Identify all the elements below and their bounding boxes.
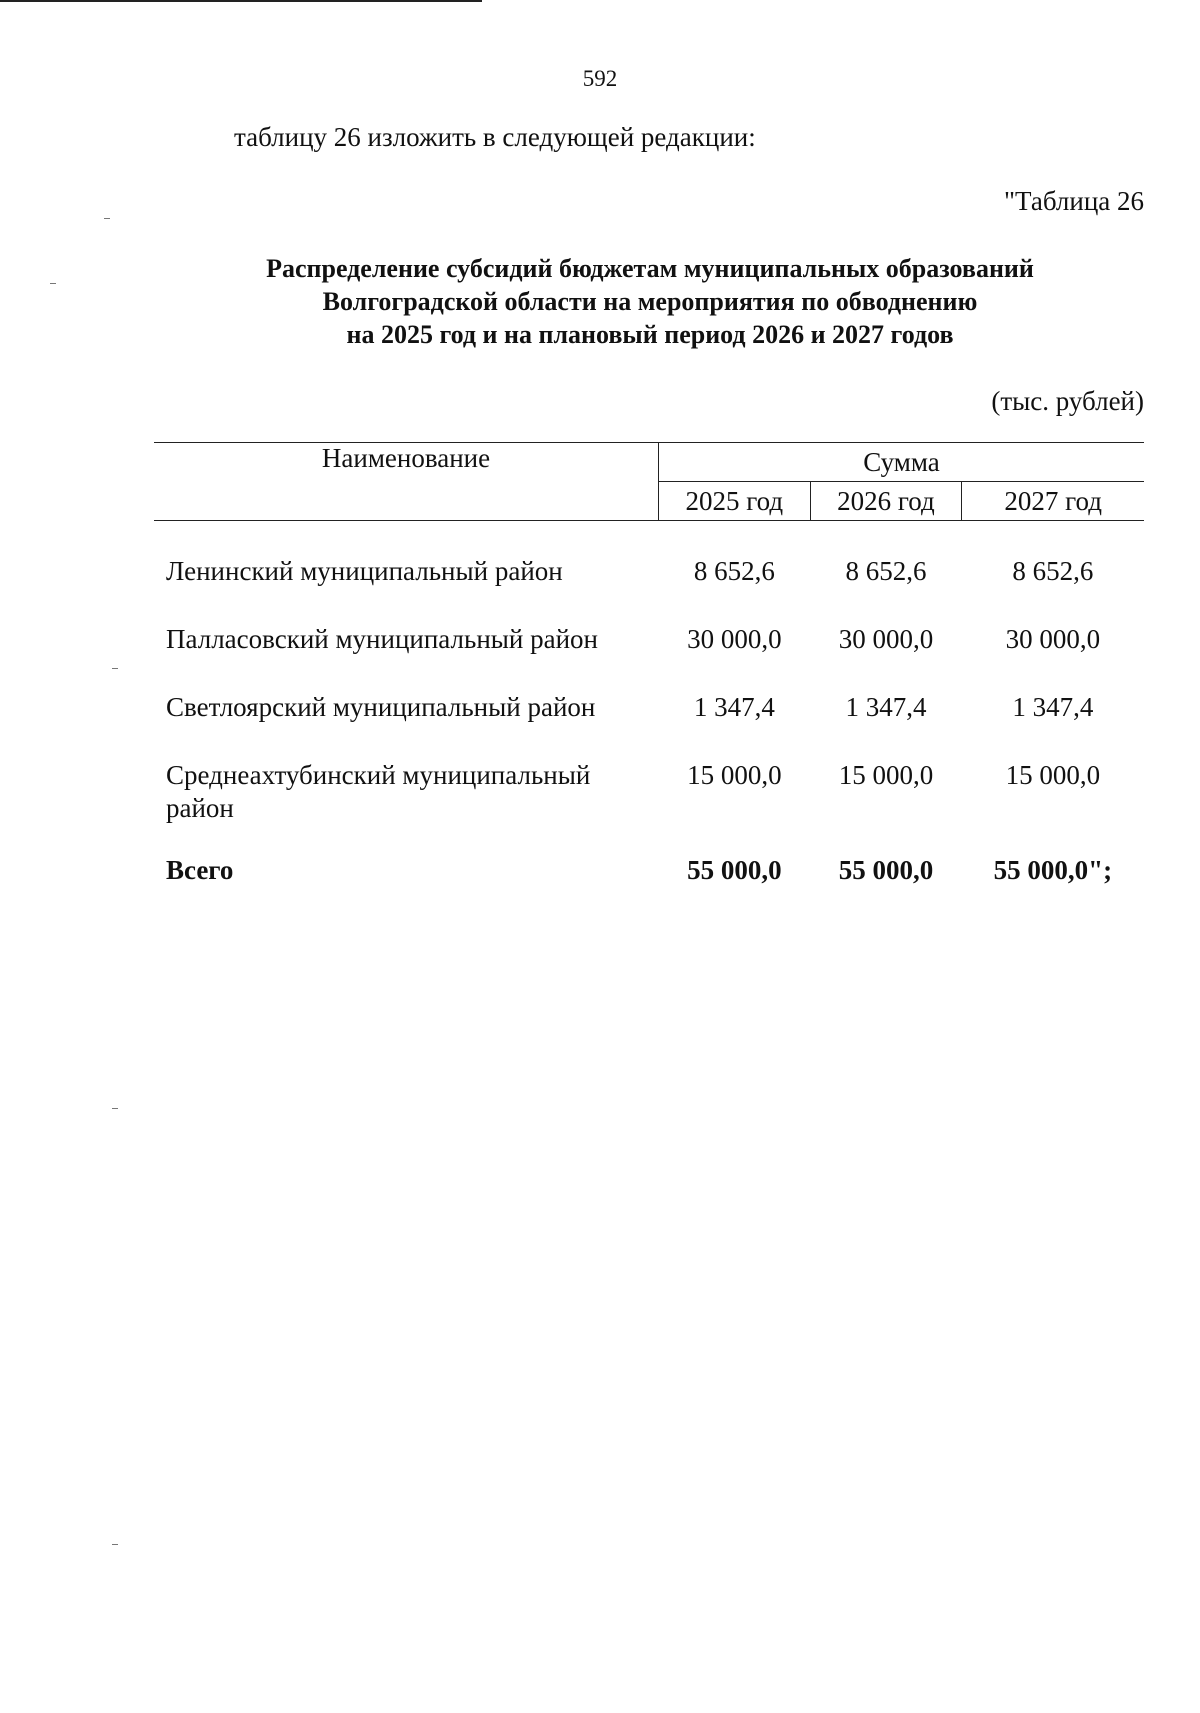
row-value: 8 652,6	[1012, 556, 1094, 586]
row-value: 1 347,4	[693, 692, 775, 722]
margin-mark	[112, 668, 118, 669]
row-value: 8 652,6	[693, 556, 775, 586]
row-value: 1 347,4	[1012, 692, 1094, 722]
margin-mark	[104, 218, 110, 219]
table-title	[150, 252, 1150, 351]
page-number: 592	[582, 66, 618, 91]
scan-edge-line	[0, 0, 482, 2]
table-row	[154, 759, 1144, 855]
total-value: 55 000,0";	[993, 855, 1113, 885]
intro-text: таблицу 26 изложить в следующей редакции:	[234, 122, 756, 152]
row-value: 30 000,0	[687, 624, 782, 654]
table-row	[154, 555, 1144, 623]
header-year: 2027 год	[962, 482, 1144, 521]
row-value: 1 347,4	[845, 692, 927, 722]
total-name: Всего	[166, 855, 234, 885]
header-name: Наименование	[154, 443, 659, 521]
total-value: 55 000,0	[838, 855, 934, 885]
row-value: 30 000,0	[1005, 624, 1101, 654]
units-label: (тыс. рублей)	[991, 386, 1144, 416]
table-row	[154, 691, 1144, 759]
header-sum: Сумма	[659, 443, 1145, 482]
margin-mark	[50, 283, 56, 284]
margin-mark	[112, 1544, 118, 1545]
margin-mark	[112, 1108, 118, 1109]
row-value: 8 652,6	[845, 556, 927, 586]
row-name: Среднеахтубинский муниципальный район	[166, 760, 591, 823]
title-line: Распределение субсидий бюджетам муниципальных образований	[266, 254, 1034, 283]
table-total-row	[154, 855, 1144, 895]
row-value: 15 000,0	[687, 760, 782, 790]
header-year: 2026 год	[810, 482, 962, 521]
table-row	[154, 623, 1144, 691]
row-value: 15 000,0	[1005, 760, 1101, 790]
total-value: 55 000,0	[687, 855, 782, 885]
row-value: 15 000,0	[838, 760, 934, 790]
subsidy-table	[154, 442, 1144, 895]
row-name: Ленинский муниципальный район	[166, 556, 563, 586]
row-value: 30 000,0	[838, 624, 934, 654]
title-line: на 2025 год и на плановый период 2026 и 2027 годов	[346, 320, 954, 349]
row-name: Палласовский муниципальный район	[166, 624, 598, 654]
header-year: 2025 год	[659, 482, 811, 521]
title-line: Волгоградской области на мероприятия по обводнению	[322, 287, 978, 316]
table-label: "Таблица 26	[1004, 186, 1144, 216]
row-name: Светлоярский муниципальный район	[166, 692, 596, 722]
